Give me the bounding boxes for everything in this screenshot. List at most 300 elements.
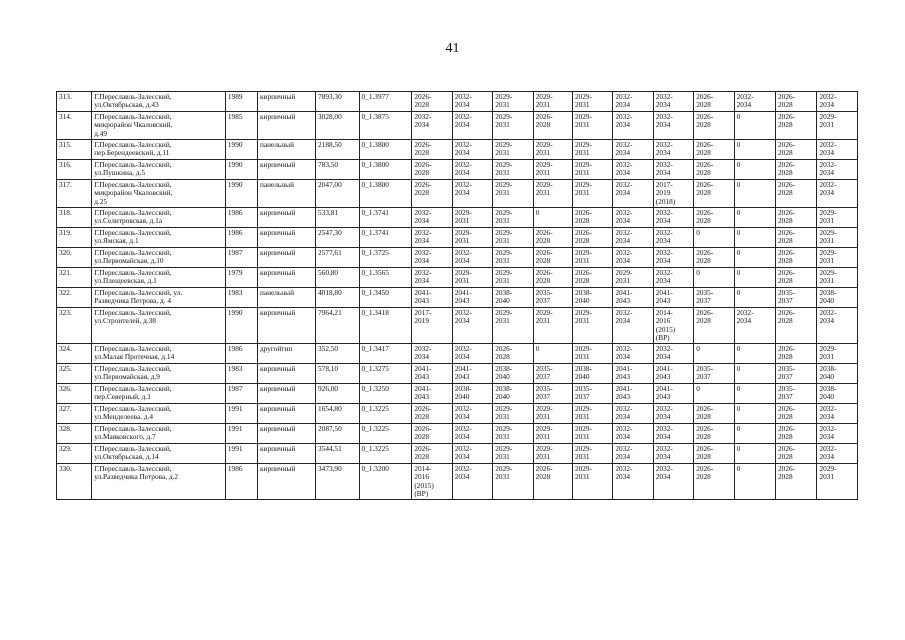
table-cell: 0: [734, 288, 775, 308]
table-cell: 2032- 2034: [817, 404, 858, 424]
table-cell: 2026- 2028: [776, 160, 817, 180]
table-cell: 2032- 2034: [653, 140, 693, 160]
table-cell: 2032- 2034: [412, 228, 452, 248]
table-cell: Г.Переславль-Залесский, ул.Малая Протечная, д.14: [92, 344, 226, 364]
table-row: [57, 268, 858, 288]
table-cell: 2029- 2031: [493, 308, 533, 344]
table-cell: кирпичный: [258, 424, 316, 444]
table-cell: 2041- 2043: [613, 288, 653, 308]
table-cell: 2026- 2028: [694, 464, 734, 500]
table-cell: 1985: [225, 112, 257, 140]
table-row: [57, 424, 858, 444]
table-cell: 2577,61: [316, 248, 360, 268]
table-cell: 319.: [57, 228, 92, 248]
table-cell: 0: [734, 444, 775, 464]
table-cell: Г.Переславль-Залесский, ул.Первомайская, д.10: [92, 248, 226, 268]
table-cell: 2035- 2037: [776, 364, 817, 384]
table-cell: 2026- 2028: [694, 92, 734, 112]
table-cell: 2032- 2034: [613, 228, 653, 248]
table-cell: кирпичный: [258, 92, 316, 112]
table-cell: 2029- 2031: [493, 248, 533, 268]
table-cell: 2029- 2031: [572, 92, 612, 112]
table-cell: 2026- 2028: [412, 140, 452, 160]
table-cell: Г.Переславль-Залесский, ул.Плещеевская, д.1: [92, 268, 226, 288]
table-row: [57, 112, 858, 140]
table-cell: 2035- 2037: [572, 384, 612, 404]
table-cell: 2041- 2043: [653, 288, 693, 308]
table-cell: 315.: [57, 140, 92, 160]
table-cell: 0_1.3417: [359, 344, 412, 364]
table-cell: 0_1.3800: [359, 140, 412, 160]
table-cell: 2032- 2034: [817, 180, 858, 208]
table-cell: 2032- 2034: [452, 140, 492, 160]
table-cell: 2026- 2028: [776, 424, 817, 444]
table-cell: 0_1.3875: [359, 112, 412, 140]
table-cell: 2029- 2031: [493, 92, 533, 112]
table-cell: 1990: [225, 180, 257, 208]
table-row: [57, 464, 858, 500]
table-cell: 2017- 2019: [412, 308, 452, 344]
table-cell: 2032- 2034: [817, 308, 858, 344]
table-cell: 2026- 2028: [694, 112, 734, 140]
table-cell: 316.: [57, 160, 92, 180]
table-cell: 0_1.3800: [359, 180, 412, 208]
table-cell: 0_1.3741: [359, 208, 412, 228]
table-cell: 1987: [225, 248, 257, 268]
table-cell: 2032- 2034: [734, 308, 775, 344]
table-cell: 2026- 2028: [694, 180, 734, 208]
table-cell: 2188,50: [316, 140, 360, 160]
table-cell: 2032- 2034: [653, 424, 693, 444]
table-cell: 2032- 2034: [412, 248, 452, 268]
table-cell: 2029- 2031: [533, 308, 572, 344]
table-cell: 2032- 2034: [734, 92, 775, 112]
table-cell: 0_1.3418: [359, 308, 412, 344]
table-cell: 578,10: [316, 364, 360, 384]
table-cell: 0: [533, 344, 572, 364]
table-cell: 2029- 2031: [572, 140, 612, 160]
table-cell: 0_1.3200: [359, 464, 412, 500]
table-cell: Г.Переславль-Залесский, пер.Берендеевский, д.11: [92, 140, 226, 160]
table-cell: 0: [734, 404, 775, 424]
table-cell: 2029- 2031: [493, 268, 533, 288]
table-cell: панельный: [258, 140, 316, 160]
table-cell: 2026- 2028: [694, 404, 734, 424]
table-row: [57, 208, 858, 228]
table-cell: 0: [734, 160, 775, 180]
table-cell: 0: [694, 384, 734, 404]
table-cell: 2032- 2034: [613, 112, 653, 140]
table-cell: 4018,80: [316, 288, 360, 308]
table-cell: 2026- 2028: [694, 308, 734, 344]
table-cell: 2032- 2034: [817, 140, 858, 160]
table-cell: 324.: [57, 344, 92, 364]
table-cell: 1983: [225, 364, 257, 384]
table-cell: 0: [734, 268, 775, 288]
table-cell: 0: [734, 344, 775, 364]
table-cell: 2032- 2034: [653, 208, 693, 228]
table-cell: 2032- 2034: [653, 92, 693, 112]
table-cell: 2029- 2031: [493, 112, 533, 140]
table-cell: 560,80: [316, 268, 360, 288]
table-cell: 2032- 2034: [613, 404, 653, 424]
table-row: [57, 160, 858, 180]
table-cell: кирпичный: [258, 248, 316, 268]
table-cell: 2032- 2034: [613, 308, 653, 344]
table-cell: 2026- 2028: [412, 92, 452, 112]
table-cell: 2026- 2028: [533, 228, 572, 248]
table-cell: 3028,00: [316, 112, 360, 140]
table-cell: 1991: [225, 444, 257, 464]
table-cell: 2032- 2034: [452, 404, 492, 424]
table-cell: 2029- 2031: [572, 404, 612, 424]
table-cell: 318.: [57, 208, 92, 228]
table-cell: Г.Переславль-Залесский, ул.Селитровская, д.1а: [92, 208, 226, 228]
table-cell: кирпичный: [258, 404, 316, 424]
table-cell: 2029- 2031: [817, 112, 858, 140]
table-cell: 2032- 2034: [452, 424, 492, 444]
table-cell: 0_1.3225: [359, 404, 412, 424]
table-cell: 2041- 2043: [412, 288, 452, 308]
table-cell: 7893,30: [316, 92, 360, 112]
table-cell: Г.Переславль-Залесский, микрорайон Чкаловский, д.49: [92, 112, 226, 140]
table-cell: 2029- 2031: [452, 208, 492, 228]
table-cell: 2014- 2016 (2015) (ВР): [412, 464, 452, 500]
table-cell: 2038- 2040: [493, 288, 533, 308]
table-cell: 2026- 2028: [776, 344, 817, 364]
table-cell: 2029- 2031: [817, 248, 858, 268]
table-cell: кирпичный: [258, 308, 316, 344]
table-body: [57, 92, 858, 500]
table-cell: 2035- 2037: [533, 288, 572, 308]
table-cell: 2029- 2031: [533, 180, 572, 208]
table-cell: 2032- 2034: [452, 160, 492, 180]
table-cell: 0_1.3565: [359, 268, 412, 288]
table-cell: 0_1.3741: [359, 228, 412, 248]
table-cell: 2047,00: [316, 180, 360, 208]
table-row: [57, 180, 858, 208]
table-cell: Г.Переславль-Залесский, ул.Пушкина, д.5: [92, 160, 226, 180]
table-cell: 2032- 2034: [613, 180, 653, 208]
table-cell: 330.: [57, 464, 92, 500]
table-cell: 0: [734, 112, 775, 140]
table-cell: 0_1.3225: [359, 424, 412, 444]
table-cell: 2026- 2028: [533, 112, 572, 140]
table-cell: Г.Переславль-Залесский, ул.Первомайская, д.9: [92, 364, 226, 384]
table-cell: 2032- 2034: [452, 180, 492, 208]
table-cell: 1986: [225, 464, 257, 500]
table-cell: 2026- 2028: [776, 248, 817, 268]
table-cell: Г.Переславль-Залесский, пер.Северный, д.1: [92, 384, 226, 404]
table-cell: 2026- 2028: [694, 208, 734, 228]
table-cell: 2029- 2031: [493, 444, 533, 464]
table-cell: 0: [734, 424, 775, 444]
table-cell: 2029- 2031: [572, 112, 612, 140]
table-cell: 0_1.3275: [359, 364, 412, 384]
table-cell: кирпичный: [258, 160, 316, 180]
table-cell: 2029- 2031: [533, 140, 572, 160]
table-cell: 2032- 2034: [653, 404, 693, 424]
table-row: [57, 344, 858, 364]
table-cell: 2038- 2040: [452, 384, 492, 404]
page-number: 41: [445, 41, 460, 56]
table-cell: 1987: [225, 384, 257, 404]
table-cell: 2032- 2034: [613, 208, 653, 228]
table-row: [57, 92, 858, 112]
table-cell: 2032- 2034: [452, 248, 492, 268]
table-cell: 3544,51: [316, 444, 360, 464]
table-cell: 7964,21: [316, 308, 360, 344]
table-cell: Г.Переславль-Залесский, ул.Строителей, д.38: [92, 308, 226, 344]
table-cell: 2032- 2034: [452, 464, 492, 500]
table-cell: 2026- 2028: [776, 208, 817, 228]
table-cell: 2035- 2037: [694, 364, 734, 384]
table-cell: 2026- 2028: [776, 140, 817, 160]
table-cell: 313.: [57, 92, 92, 112]
table-cell: 326.: [57, 384, 92, 404]
table-cell: 2029- 2031: [533, 92, 572, 112]
table-cell: 2035- 2037: [776, 384, 817, 404]
table-cell: 2041- 2043: [653, 384, 693, 404]
table-cell: Г.Переславль-Залесский, ул.Менделеева, д.4: [92, 404, 226, 424]
table-cell: 2029- 2031: [572, 424, 612, 444]
table-cell: 0: [734, 228, 775, 248]
table-cell: 323.: [57, 308, 92, 344]
table-cell: 2029- 2031: [452, 268, 492, 288]
table-cell: 2041- 2043: [452, 288, 492, 308]
table-row: [57, 444, 858, 464]
table-cell: 1654,80: [316, 404, 360, 424]
table-cell: 2014- 2016 (2015) (ВР): [653, 308, 693, 344]
table-cell: 2026- 2028: [776, 308, 817, 344]
table-cell: 2041- 2043: [452, 364, 492, 384]
table-cell: кирпичный: [258, 464, 316, 500]
table-cell: Г.Переславль-Залесский, ул.Маяковского, д.7: [92, 424, 226, 444]
table-cell: 352,50: [316, 344, 360, 364]
table-cell: 2029- 2031: [817, 344, 858, 364]
table-cell: 2029- 2031: [493, 404, 533, 424]
table-cell: 2029- 2031: [533, 404, 572, 424]
table-cell: 2029- 2031: [452, 228, 492, 248]
table-row: [57, 288, 858, 308]
table-cell: 2029- 2031: [493, 160, 533, 180]
table-cell: 2029- 2031: [493, 464, 533, 500]
table-cell: 0: [734, 464, 775, 500]
table-cell: 2032- 2034: [653, 112, 693, 140]
table-row: [57, 308, 858, 344]
table-cell: 2029- 2031: [493, 228, 533, 248]
table-cell: 2038- 2040: [572, 364, 612, 384]
table-cell: 1983: [225, 288, 257, 308]
table-cell: 2026- 2028: [776, 92, 817, 112]
table-cell: 325.: [57, 364, 92, 384]
table-cell: 2026- 2028: [694, 140, 734, 160]
table-cell: 2026- 2028: [776, 464, 817, 500]
table-cell: 2035- 2037: [533, 364, 572, 384]
table-row: [57, 228, 858, 248]
table-cell: 2032- 2034: [817, 160, 858, 180]
table-cell: 2038- 2040: [817, 364, 858, 384]
table-cell: Г.Переславль-Залесский, ул.Ямская, д.1: [92, 228, 226, 248]
table-cell: 2041- 2043: [613, 364, 653, 384]
table-cell: Г.Переславль-Залесский, ул.Октябрьская, д.43: [92, 92, 226, 112]
table-cell: кирпичный: [258, 444, 316, 464]
table-cell: 2032- 2034: [613, 92, 653, 112]
table-cell: 2029- 2031: [572, 160, 612, 180]
table-cell: 2026- 2028: [572, 208, 612, 228]
table-cell: 2032- 2034: [613, 444, 653, 464]
table-cell: 2026- 2028: [533, 464, 572, 500]
table-cell: 2032- 2034: [613, 160, 653, 180]
table-cell: 1986: [225, 228, 257, 248]
table-cell: 2035- 2037: [694, 288, 734, 308]
table-cell: 0: [734, 208, 775, 228]
table-cell: 2029- 2031: [493, 424, 533, 444]
table-cell: 1991: [225, 424, 257, 444]
table-cell: 0: [533, 208, 572, 228]
table-cell: 2041- 2043: [613, 384, 653, 404]
table-cell: 2038- 2040: [817, 384, 858, 404]
table-cell: 2032- 2034: [452, 444, 492, 464]
table-cell: 3473,90: [316, 464, 360, 500]
table-cell: 329.: [57, 444, 92, 464]
table-cell: 2032- 2034: [412, 344, 452, 364]
table-cell: 320.: [57, 248, 92, 268]
table-cell: 2032- 2034: [653, 344, 693, 364]
table-cell: 1986: [225, 344, 257, 364]
table-cell: 2032- 2034: [412, 208, 452, 228]
table-cell: 533,81: [316, 208, 360, 228]
table-cell: Г.Переславль-Залесский, ул.Октябрьская, д.14: [92, 444, 226, 464]
table-cell: 2035- 2037: [533, 384, 572, 404]
table-cell: 2026- 2028: [694, 444, 734, 464]
table-row: [57, 384, 858, 404]
table-cell: 2026- 2028: [533, 268, 572, 288]
table-cell: 2029- 2031: [572, 308, 612, 344]
table-cell: 2035- 2037: [776, 288, 817, 308]
table-cell: 2038- 2040: [572, 288, 612, 308]
table-cell: 2041- 2043: [653, 364, 693, 384]
table-cell: 321.: [57, 268, 92, 288]
table-cell: 2029- 2031: [572, 248, 612, 268]
table-cell: 2026- 2028: [412, 160, 452, 180]
table-cell: 2041- 2043: [412, 384, 452, 404]
table-cell: 1990: [225, 160, 257, 180]
table-cell: 2032- 2034: [452, 92, 492, 112]
table-cell: 1991: [225, 404, 257, 424]
table-cell: кирпичный: [258, 268, 316, 288]
table-cell: 2029- 2031: [817, 228, 858, 248]
table-cell: 2032- 2034: [613, 464, 653, 500]
table-cell: 314.: [57, 112, 92, 140]
table-cell: 317.: [57, 180, 92, 208]
table-cell: 2029- 2031: [572, 444, 612, 464]
table-cell: 2026- 2028: [694, 160, 734, 180]
table-cell: 0_1.3800: [359, 160, 412, 180]
table-cell: 2547,30: [316, 228, 360, 248]
table-cell: 2026- 2028: [776, 268, 817, 288]
table-cell: 2026- 2028: [412, 404, 452, 424]
table-cell: 328.: [57, 424, 92, 444]
table-cell: 1990: [225, 140, 257, 160]
table-cell: 0: [734, 180, 775, 208]
table-cell: 2026- 2028: [776, 180, 817, 208]
table-cell: 2029- 2031: [493, 208, 533, 228]
table-cell: кирпичный: [258, 208, 316, 228]
table-cell: 0: [734, 140, 775, 160]
table-cell: кирпичный: [258, 112, 316, 140]
table-cell: 2032- 2034: [613, 344, 653, 364]
table-cell: кирпичный: [258, 384, 316, 404]
table-cell: 2017- 2019 (2018): [653, 180, 693, 208]
table-cell: 2026- 2028: [694, 248, 734, 268]
table-cell: 0: [694, 344, 734, 364]
table-cell: Г.Переславль-Залесский, микрорайон Чкаловский, д.25: [92, 180, 226, 208]
table-cell: 2038- 2040: [493, 384, 533, 404]
table-cell: 2032- 2034: [653, 248, 693, 268]
table-cell: 2032- 2034: [653, 228, 693, 248]
table-cell: 0_1.3977: [359, 92, 412, 112]
table-cell: 2029- 2031: [493, 140, 533, 160]
table-cell: 2029- 2031: [572, 180, 612, 208]
table-cell: 2026- 2028: [412, 180, 452, 208]
table-cell: 2032- 2034: [817, 92, 858, 112]
table-cell: 2026- 2028: [572, 228, 612, 248]
table-cell: 0_1.3725: [359, 248, 412, 268]
table-row: [57, 364, 858, 384]
table-cell: 2029- 2031: [572, 344, 612, 364]
table-cell: 2032- 2034: [452, 344, 492, 364]
table-cell: 1986: [225, 208, 257, 228]
housing-register-table: [56, 91, 858, 500]
table-cell: 327.: [57, 404, 92, 424]
table-cell: 2026- 2028: [572, 268, 612, 288]
table-cell: 2041- 2043: [412, 364, 452, 384]
table-cell: 2029- 2031: [493, 180, 533, 208]
table-cell: 2026- 2028: [776, 404, 817, 424]
table-cell: 783,50: [316, 160, 360, 180]
table-cell: 2032- 2034: [452, 112, 492, 140]
table-cell: 2038- 2040: [817, 288, 858, 308]
table-cell: 2029- 2031: [613, 268, 653, 288]
table-cell: 2032- 2034: [613, 424, 653, 444]
table-cell: 2026- 2028: [493, 344, 533, 364]
table-cell: 2026- 2028: [412, 424, 452, 444]
table-cell: 1989: [225, 92, 257, 112]
table-cell: кирпичный: [258, 228, 316, 248]
table-cell: 2026- 2028: [776, 112, 817, 140]
table-cell: 2029- 2031: [817, 268, 858, 288]
table-cell: 2032- 2034: [412, 268, 452, 288]
table-cell: 2032- 2034: [653, 268, 693, 288]
table-cell: панельный: [258, 288, 316, 308]
table-cell: 0: [734, 364, 775, 384]
table-cell: Г.Переславль-Залесский, ул. Разведчика Петрова, д. 4: [92, 288, 226, 308]
table-cell: 1990: [225, 308, 257, 344]
table-cell: 2032- 2034: [653, 464, 693, 500]
table-cell: 0_1.3250: [359, 384, 412, 404]
table-cell: 2038- 2040: [493, 364, 533, 384]
table-cell: 2032- 2034: [817, 424, 858, 444]
table-cell: 0: [734, 248, 775, 268]
table-cell: 2032- 2034: [613, 140, 653, 160]
table-cell: 322.: [57, 288, 92, 308]
table-cell: 0: [694, 268, 734, 288]
table-cell: 2026- 2028: [776, 444, 817, 464]
table-cell: 2032- 2034: [452, 308, 492, 344]
table-row: [57, 404, 858, 424]
table-cell: кирпичный: [258, 364, 316, 384]
